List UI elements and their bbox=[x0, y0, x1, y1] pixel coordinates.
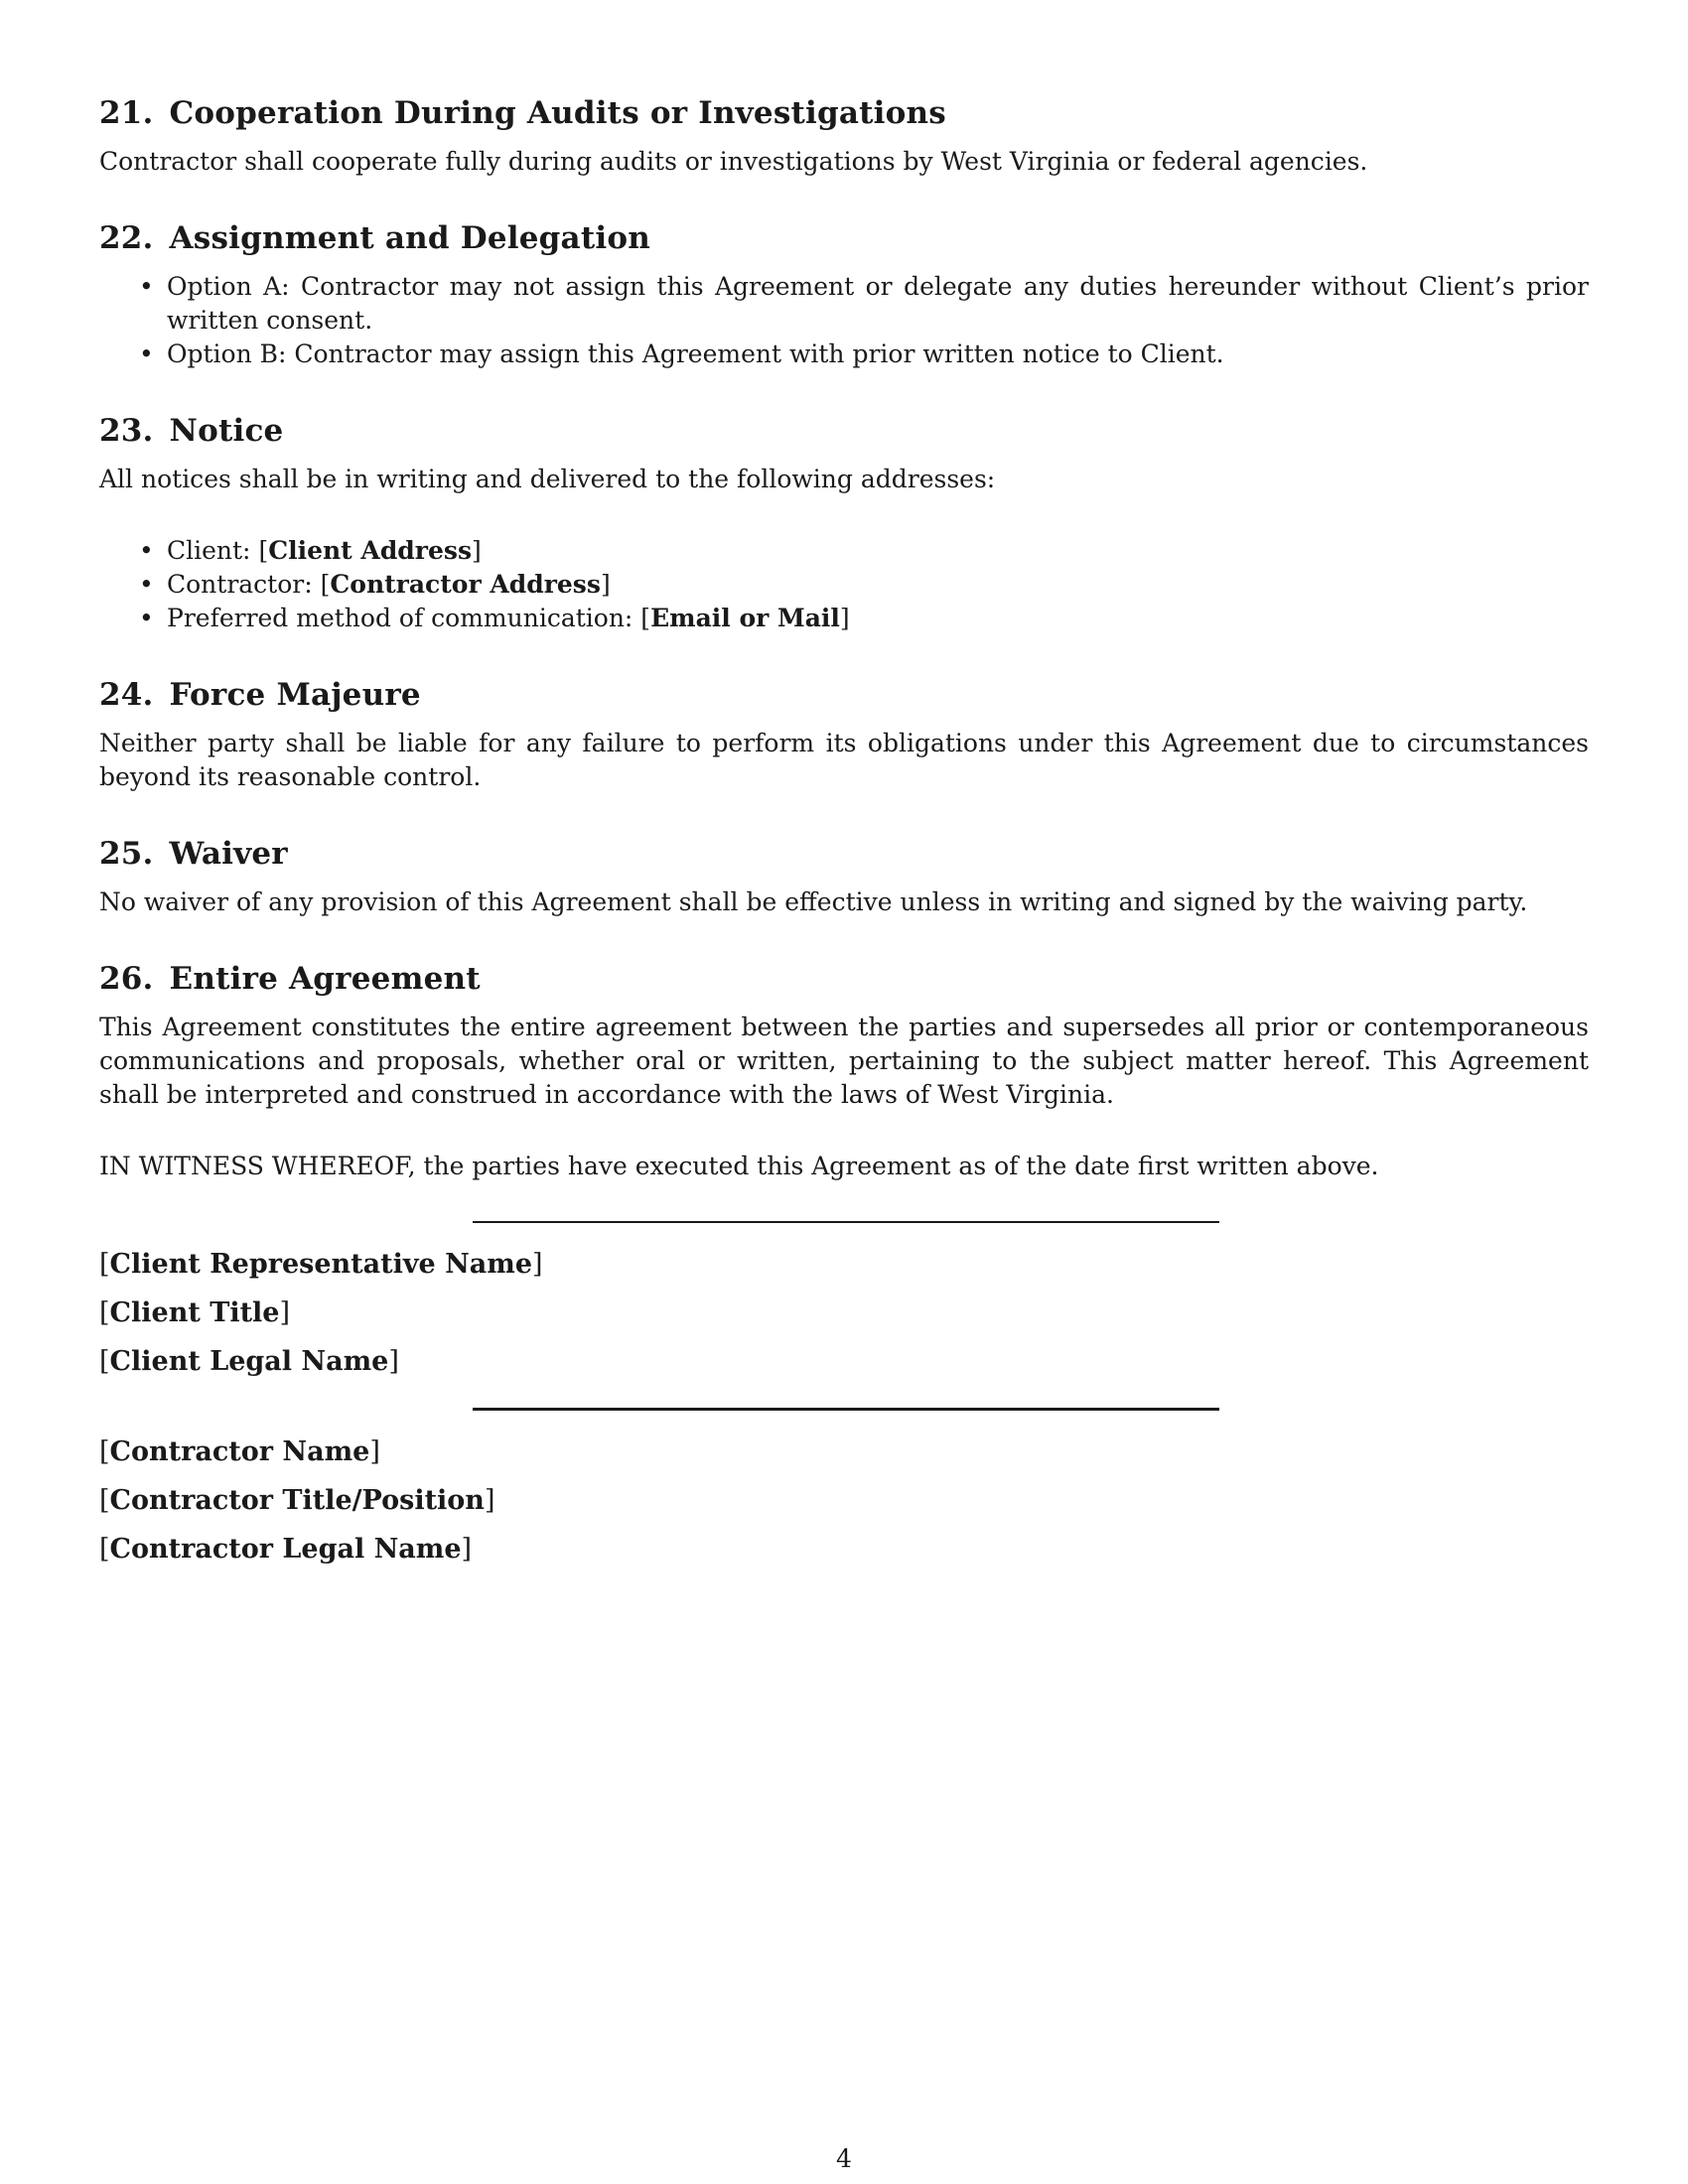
bullet-icon: • bbox=[139, 272, 154, 301]
bullet-icon: • bbox=[139, 570, 154, 599]
section-number: 21. bbox=[99, 95, 154, 131]
section-23-intro: All notices shall be in writing and delivered to the following addresses: bbox=[99, 465, 996, 493]
section-24 bbox=[99, 673, 1589, 794]
section-25-text: No waiver of any provision of this Agreement shall be effective unless in writing and signed by the waiving party. bbox=[99, 887, 1528, 916]
section-26-heading bbox=[99, 957, 1589, 1001]
client-legal-name: [Client Legal Name] bbox=[99, 1346, 399, 1377]
contractor-title-position: [Contractor Title/Position] bbox=[99, 1485, 495, 1516]
item-label: Contractor: bbox=[167, 570, 321, 599]
section-title: Cooperation During Audits or Investigations bbox=[169, 95, 946, 131]
section-21-heading bbox=[99, 91, 1589, 135]
bullet-icon: • bbox=[139, 536, 154, 565]
client-signature-block bbox=[99, 1247, 1589, 1380]
item-placeholder: Client Address bbox=[268, 536, 473, 565]
section-number: 24. bbox=[99, 677, 154, 713]
section-26-text: This Agreement constitutes the entire agreement between the parties and supersedes all prior or contemporaneous communications and proposals, whether oral or written, pertaining to the subject matter hereof. This Agreement shall be interpreted and construed in accordance with the laws of West Virginia. bbox=[99, 1013, 1589, 1109]
section-title: Assignment and Delegation bbox=[169, 220, 650, 256]
client-title: [Client Title] bbox=[99, 1297, 291, 1328]
document-page bbox=[99, 91, 1589, 1595]
section-number: 22. bbox=[99, 220, 154, 256]
section-21-text: Contractor shall cooperate fully during audits or investigations by West Virginia or federal agencies. bbox=[99, 147, 1368, 176]
placeholder-text: Contractor Title/Position bbox=[109, 1485, 485, 1516]
section-22 bbox=[99, 216, 1589, 371]
section-25-heading bbox=[99, 832, 1589, 876]
placeholder-text: Contractor Legal Name bbox=[109, 1534, 462, 1565]
list-item-option-b bbox=[99, 338, 1589, 371]
section-23-heading bbox=[99, 409, 1589, 453]
section-number: 26. bbox=[99, 961, 154, 997]
section-24-text: Neither party shall be liable for any failure to perform its obligations under this Agreement due to circumstances beyond its reasonable control. bbox=[99, 729, 1589, 791]
section-title: Waiver bbox=[169, 836, 288, 872]
placeholder-text: Contractor Name bbox=[109, 1436, 370, 1467]
section-21 bbox=[99, 91, 1589, 179]
witness-statement: IN WITNESS WHEREOF, the parties have executed this Agreement as of the date first written above. bbox=[99, 1152, 1379, 1180]
item-placeholder: Contractor Address bbox=[330, 570, 601, 599]
placeholder-text: Client Legal Name bbox=[109, 1346, 389, 1377]
section-24-heading bbox=[99, 673, 1589, 717]
list-item-communication-method: • Preferred method of communication: [Email or Mail] bbox=[99, 602, 1589, 635]
placeholder-text: Client Representative Name bbox=[109, 1249, 533, 1280]
section-25 bbox=[99, 832, 1589, 919]
section-title: Entire Agreement bbox=[169, 961, 481, 997]
item-label: Client: bbox=[167, 536, 259, 565]
client-signature-line bbox=[473, 1221, 1219, 1223]
contractor-signature-block bbox=[99, 1434, 1589, 1568]
section-22-heading bbox=[99, 216, 1589, 260]
assignment-options-list bbox=[99, 270, 1589, 371]
item-placeholder: Email or Mail bbox=[650, 604, 840, 632]
contractor-signature-line bbox=[473, 1408, 1219, 1411]
section-number: 25. bbox=[99, 836, 154, 872]
list-item-contractor-address: • Contractor: [Contractor Address] bbox=[99, 568, 1589, 602]
client-representative-name: [Client Representative Name] bbox=[99, 1249, 543, 1280]
contractor-legal-name: [Contractor Legal Name] bbox=[99, 1534, 473, 1565]
bullet-icon: • bbox=[139, 604, 154, 632]
list-item-text: Option B: Contractor may assign this Agreement with prior written notice to Client. bbox=[167, 340, 1224, 368]
contractor-name: [Contractor Name] bbox=[99, 1436, 380, 1467]
bullet-icon: • bbox=[139, 340, 154, 368]
section-number: 23. bbox=[99, 413, 154, 449]
section-title: Notice bbox=[169, 413, 284, 449]
section-title: Force Majeure bbox=[169, 677, 421, 713]
item-label: Preferred method of communication: bbox=[167, 604, 641, 632]
notice-addresses-list bbox=[99, 534, 1589, 635]
list-item-option-a bbox=[99, 270, 1589, 338]
placeholder-text: Client Title bbox=[109, 1297, 280, 1328]
section-23 bbox=[99, 409, 1589, 635]
list-item-client-address: • Client: [Client Address] bbox=[99, 534, 1589, 568]
section-26 bbox=[99, 957, 1589, 1183]
page-number: 4 bbox=[836, 2144, 852, 2173]
list-item-text: Option A: Contractor may not assign this Agreement or delegate any duties hereunder without Client’s prior written consent. bbox=[167, 272, 1589, 335]
